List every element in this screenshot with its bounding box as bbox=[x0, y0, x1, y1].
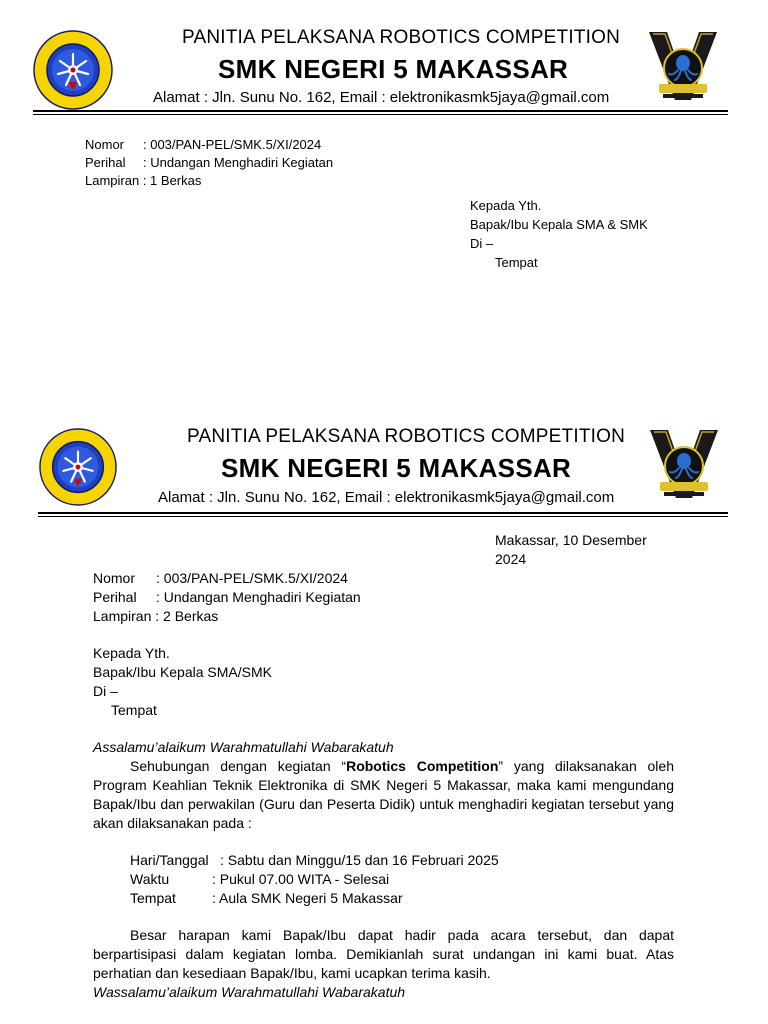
place-date: Makassar, 10 Desember bbox=[495, 532, 647, 548]
recipient-line: Tempat bbox=[111, 702, 157, 718]
place-date-year: 2024 bbox=[495, 551, 527, 567]
tempat-label: Tempat bbox=[130, 890, 176, 906]
tempat-row bbox=[130, 889, 403, 908]
nomor-label: Nomor bbox=[85, 137, 125, 152]
committee-title: PANITIA PELAKSANA ROBOTICS COMPETITION bbox=[187, 426, 626, 447]
hari-label: Hari/Tanggal bbox=[130, 852, 209, 868]
body-line: Program Keahlian Teknik Elektronika di SMK Negeri 5 Makassar, maka kami mengundang bbox=[93, 777, 674, 793]
lampiran-row bbox=[85, 172, 201, 190]
school-address: Alamat : Jln. Sunu No. 162, Email : elektronikasmk5jaya@gmail.com bbox=[153, 89, 610, 106]
perihal-value: : Undangan Menghadiri Kegiatan bbox=[143, 155, 334, 170]
nomor-row bbox=[85, 136, 321, 154]
perihal-label: Perihal bbox=[85, 155, 126, 170]
school-name: SMK NEGERI 5 MAKASSAR bbox=[221, 453, 572, 483]
recipient-line: Kepada Yth. bbox=[470, 198, 542, 213]
header-rule-thin bbox=[38, 516, 728, 517]
waktu-value: : Pukul 07.00 WITA - Selesai bbox=[212, 871, 390, 887]
event-name: Robotics Competition bbox=[346, 758, 499, 774]
header-rule-thin bbox=[33, 114, 728, 115]
waktu-row bbox=[130, 870, 389, 889]
lampiran-label: Lampiran bbox=[93, 608, 152, 624]
perihal-row bbox=[85, 154, 333, 172]
committee-title: PANITIA PELAKSANA ROBOTICS COMPETITION bbox=[182, 27, 621, 48]
body1-after: ” yang dilaksanakan oleh bbox=[498, 758, 674, 774]
recipient-line: Bapak/Ibu Kepala SMA & SMK bbox=[470, 217, 648, 232]
greeting: Assalamu’alaikum Warahmatullahi Wabarakatuh bbox=[93, 739, 394, 755]
waktu-label: Waktu bbox=[130, 871, 170, 887]
lampiran-row bbox=[93, 607, 218, 626]
nomor-row bbox=[93, 569, 348, 588]
body-line: perhatian dan kesediaan Bapak/Ibu, kami ucapkan terima kasih. bbox=[93, 965, 491, 981]
school-name: SMK NEGERI 5 MAKASSAR bbox=[218, 54, 569, 84]
body-line: Bapak/Ibu dan perwakilan (Guru dan Peserta Didik) untuk menghadiri kegiatan tersebut yang bbox=[93, 796, 674, 812]
school-logo bbox=[38, 428, 118, 506]
perihal-row bbox=[93, 588, 361, 607]
lampiran-value: : 2 Berkas bbox=[155, 608, 219, 624]
recipient-line: Di – bbox=[93, 683, 118, 699]
hari-row bbox=[130, 851, 499, 870]
perihal-value: : Undangan Menghadiri Kegiatan bbox=[156, 589, 361, 605]
recipient-line: Di – bbox=[470, 236, 494, 251]
tempat-value: : Aula SMK Negeri 5 Makassar bbox=[212, 890, 403, 906]
school-address: Alamat : Jln. Sunu No. 162, Email : elektronikasmk5jaya@gmail.com bbox=[158, 489, 615, 506]
closing: Wassalamu’alaikum Warahmatullahi Wabarakatuh bbox=[93, 984, 406, 1000]
octobot-logo bbox=[647, 30, 719, 106]
octobot-logo bbox=[648, 428, 720, 504]
nomor-label: Nomor bbox=[93, 570, 136, 586]
body-line bbox=[130, 757, 674, 776]
perihal-label: Perihal bbox=[93, 589, 137, 605]
body-line: Besar harapan kami Bapak/Ibu dapat hadir pada acara tersebut, dan dapat bbox=[130, 927, 674, 943]
recipient-line: Kepada Yth. bbox=[93, 645, 170, 661]
body-line: berpartisipasi dalam kegiatan lomba. Demikianlah surat undangan ini kami buat. Atas bbox=[93, 946, 674, 962]
body1-before: Sehubungan dengan kegiatan “ bbox=[130, 758, 347, 774]
recipient-line: Bapak/Ibu Kepala SMA/SMK bbox=[93, 664, 272, 680]
body-line: akan dilaksanakan pada : bbox=[93, 815, 252, 831]
header-rule-thick bbox=[38, 512, 728, 514]
lampiran-value: : 1 Berkas bbox=[142, 173, 202, 188]
nomor-value: : 003/PAN-PEL/SMK.5/XI/2024 bbox=[143, 137, 322, 152]
recipient-line: Tempat bbox=[495, 255, 538, 270]
hari-value: : Sabtu dan Minggu/15 dan 16 Februari 2025 bbox=[220, 852, 499, 868]
school-logo bbox=[33, 30, 113, 110]
lampiran-label: Lampiran bbox=[85, 173, 140, 188]
header-rule-thick bbox=[33, 110, 728, 112]
nomor-value: : 003/PAN-PEL/SMK.5/XI/2024 bbox=[156, 570, 348, 586]
